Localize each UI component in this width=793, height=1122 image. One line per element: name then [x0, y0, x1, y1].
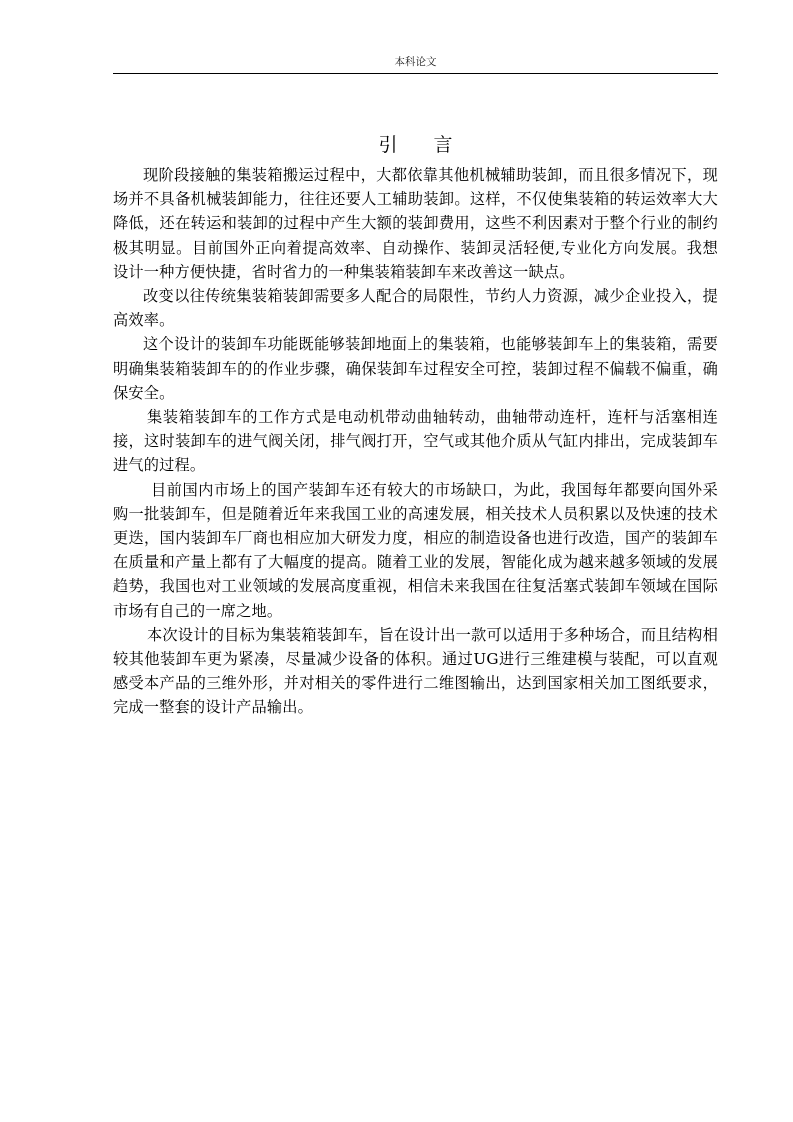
paragraph-5: 目前国内市场上的国产装卸车还有较大的市场缺口，为此，我国每年都要向国外采购一批装卸车，但是随着近年来我国工业的高速发展，相关技术人员积累以及快速的技术更迭，国内装卸车厂商也相应加大研发力度，相应的制造设备也进行改造，国产的装卸车在质量和产量上都有了大幅度的提高。随着工业的发展，智能化成为越来越多领域的发展趋势，我国也对工业领域的发展高度重视，相信未来我国在往复活塞式装卸车领域在国际市场有自己的一席之地。 — [113, 480, 718, 620]
header-rule — [113, 73, 718, 74]
paragraph-3: 这个设计的装卸车功能既能够装卸地面上的集装箱，也能够装卸车上的集装箱，需要明确集装箱装卸车的的作业步骤，确保装卸车过程安全可控，装卸过程不偏载不偏重，确保安全。 — [113, 335, 718, 402]
paragraph-1: 现阶段接触的集装箱搬运过程中，大都依靠其他机械辅助装卸，而且很多情况下，现场并不具备机械装卸能力，往往还要人工辅助装卸。这样，不仅使集装箱的转运效率大大降低，还在转运和装卸的过程中产生大额的装卸费用，这些不利因素对于整个行业的制约极其明显。目前国外正向着提高效率、自动操作、装卸灵活轻便,专业化方向发展。我想设计一种方便快捷，省时省力的一种集装箱装卸车来改善这一缺点。 — [113, 166, 718, 281]
paragraph-2: 改变以往传统集装箱装卸需要多人配合的局限性，节约人力资源，减少企业投入，提高效率。 — [113, 287, 718, 330]
body-text — [113, 163, 718, 720]
paragraph-4: 集装箱装卸车的工作方式是电动机带动曲轴转动，曲轴带动连杆，连杆与活塞相连接，这时装卸车的进气阀关闭，排气阀打开，空气或其他介质从气缸内排出，完成装卸车进气的过程。 — [113, 408, 718, 475]
running-header: 本科论文 — [394, 56, 437, 68]
section-title: 引言 — [378, 134, 489, 156]
paragraph-6: 本次设计的目标为集装箱装卸车，旨在设计出一款可以适用于多种场合，而且结构相较其他装卸车更为紧凑，尽量减少设备的体积。通过UG进行三维建模与装配，可以直观感受本产品的三维外形，并对相关的零件进行二维图输出，达到国家相关加工图纸要求，完成一整套的设计产品输出。 — [113, 625, 718, 717]
